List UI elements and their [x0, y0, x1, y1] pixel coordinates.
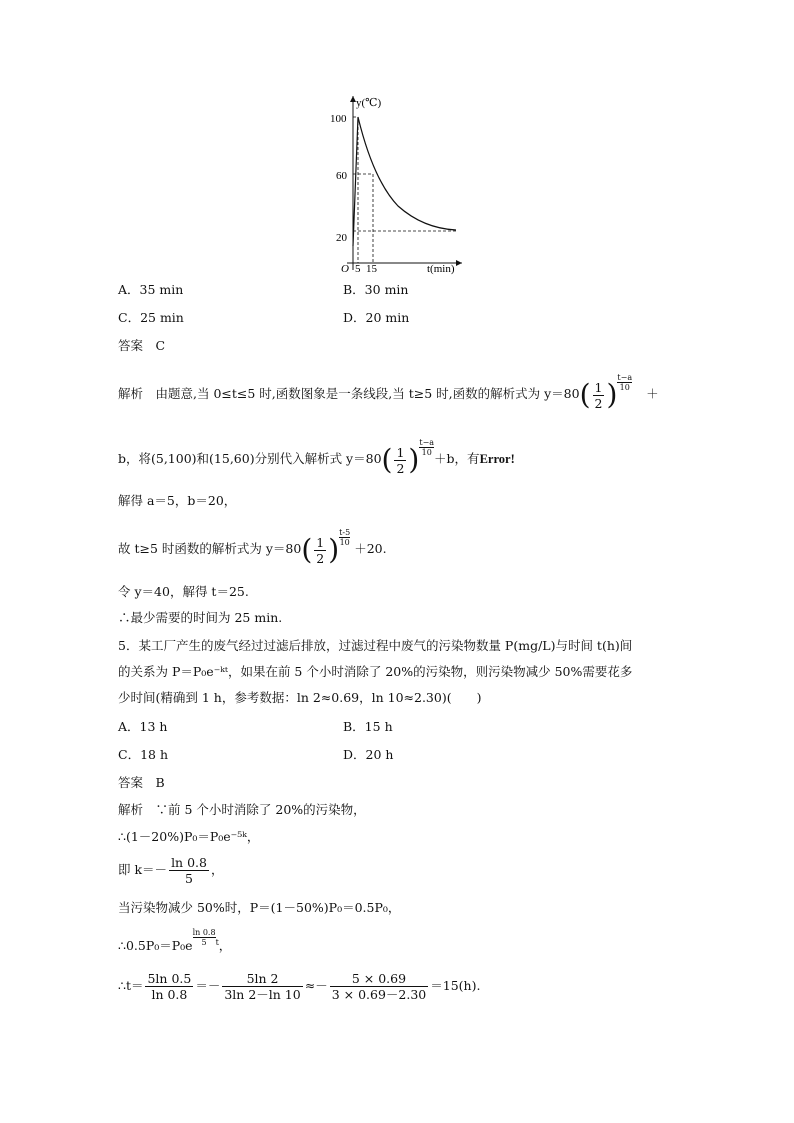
q4-analysis-label: 解析 [118, 386, 144, 401]
q4-line4-post: ＋20. [354, 541, 387, 556]
y-tick-60: 60 [336, 170, 347, 182]
q5-a5-pre: ∴0.5P₀＝P₀e [118, 938, 193, 954]
x-tick-15: 15 [366, 263, 377, 275]
q5-a6-f2-num: 5ln 2 [222, 971, 302, 987]
exp1-den-2: 10 [421, 447, 432, 457]
q4-analysis-line1 [118, 372, 659, 417]
exp1-num: t−a [617, 372, 633, 382]
temperature-curve [353, 117, 456, 246]
y-tick-20: 20 [336, 232, 347, 244]
q5-analysis-line5 [118, 928, 231, 961]
q5-analysis-line2: ∴(1－20%)P₀＝P₀e⁻⁵ᵏ， [118, 829, 260, 844]
q4-option-d: D．20 min [343, 310, 410, 325]
x-tick-5: 5 [355, 263, 361, 275]
half-den-3: 2 [316, 550, 325, 566]
q5-option-c: C．18 h [118, 747, 168, 762]
q5-option-a: A．13 h [118, 719, 168, 734]
q5-a3-post: ， [210, 862, 224, 877]
half-den-2: 2 [396, 460, 405, 476]
q5-a6-f2-den: 3ln 2－ln 10 [224, 987, 301, 1002]
half-num-2: 1 [396, 444, 405, 460]
q5-a3-pre: 即 k＝－ [118, 862, 168, 877]
q4-line2-post: ＋b，有 [434, 451, 480, 466]
exp2-num: t-5 [339, 527, 351, 537]
q5-analysis-line4: 当污染物减少 50%时，P＝(1－50%)P₀＝0.5P₀， [118, 900, 401, 915]
q5-analysis-line1 [118, 802, 366, 818]
q5-a6-frac2 [222, 971, 302, 1002]
q5-a6-pre: ∴t＝ [118, 978, 144, 993]
q4-analysis-line5: 令 y＝40，解得 t＝25. [118, 584, 249, 599]
q5-a6-post: ＝15(h). [430, 978, 481, 993]
q4-expr2: ( $\frac{1}{2}$ ) $\frac{t-a}{10}$ [381, 437, 435, 476]
q5-a6-frac1 [145, 971, 193, 1002]
q5-a5-exp-num: ln 0.8 [192, 928, 216, 937]
q5-a6-frac3 [330, 971, 429, 1002]
q5-stem-line1: 5．某工厂产生的废气经过过滤后排放，过滤过程中废气的污染物数量 P(mg/L)与时间 t(h)间 [118, 638, 633, 653]
q5-analysis-text1: ∵前 5 个小时消除了 20%的污染物， [143, 802, 366, 817]
q5-a5-post: ， [218, 938, 232, 954]
q4-analysis-text1: 由题意,当 0≤t≤5 时,函数图象是一条线段,当 t≥5 时,函数的解析式为 y＝80 [143, 386, 580, 401]
q5-option-b: B．15 h [343, 719, 393, 734]
q4-option-c: C．25 min [118, 310, 184, 325]
q5-option-d: D．20 h [343, 747, 394, 762]
q5-a3-frac [169, 855, 209, 886]
q4-expr1: ( $\frac{1}{2}$ ) $\frac{t-a}{10}$ [579, 372, 633, 411]
q5-a3-num: ln 0.8 [171, 855, 207, 870]
q5-answer: 答案 B [118, 775, 165, 790]
q5-a6-mid1: ＝－ [195, 978, 221, 993]
q4-analysis-line4 [118, 527, 387, 572]
q5-a6-f1-num: 5ln 0.5 [147, 971, 192, 986]
q5-a6-f1-den: ln 0.8 [151, 987, 188, 1002]
q5-a5-exp-tail: t [215, 938, 219, 947]
q4-analysis-line3: 解得 a＝5，b＝20， [118, 493, 237, 508]
q5-a3-den: 5 [185, 871, 193, 886]
y-axis-label: y(℃) [356, 97, 382, 109]
q4-expr3: ( $\frac{1}{2}$ ) $\frac{t-5}{10}$ [301, 527, 351, 566]
q4-line2-pre: b，将(5,100)和(15,60)分别代入解析式 y＝80 [118, 451, 382, 466]
q5-analysis-line3 [118, 852, 223, 888]
q4-error-text: Error! [479, 452, 515, 466]
q5-a6-mid2: ≈－ [304, 978, 328, 993]
q5-analysis-label: 解析 [118, 802, 144, 817]
q4-option-b: B．30 min [343, 282, 409, 297]
q5-a6-f3-den: 3 × 0.69－2.30 [331, 987, 427, 1002]
q5-a5-exp-den: 5 [201, 938, 207, 947]
q5-a6-f3-num: 5 × 0.69 [330, 971, 429, 987]
y-tick-100: 100 [330, 113, 347, 125]
half-num-3: 1 [316, 534, 325, 550]
q4-answer: 答案 C [118, 338, 166, 353]
q4-line4-pre: 故 t≥5 时函数的解析式为 y＝80 [118, 541, 302, 556]
x-axis-label: t(min) [427, 263, 455, 275]
q5-stem-line3: 少时间(精确到 1 h，参考数据：ln 2≈0.69，ln 10≈2.30)( ) [118, 690, 482, 705]
q5-analysis-line6 [118, 968, 480, 1004]
origin-label: O [341, 263, 349, 275]
exp1-den: 10 [619, 382, 630, 392]
cooling-curve-figure [0, 80, 794, 370]
q4-line1-tail: ＋ [646, 386, 659, 401]
half-num: 1 [594, 379, 603, 395]
q4-analysis-line6: ∴最少需要的时间为 25 min. [118, 610, 283, 625]
q4-analysis-line2 [118, 437, 515, 482]
q5-stem-line2: 的关系为 P＝P₀e⁻ᵏᵗ，如果在前 5 个小时消除了 20%的污染物，则污染物减少 50%需要花多 [118, 664, 633, 679]
half-den: 2 [594, 395, 603, 411]
exp2-den: 10 [339, 537, 350, 547]
exp1-num-2: t−a [419, 437, 435, 447]
q4-option-a: A．35 min [118, 282, 184, 297]
